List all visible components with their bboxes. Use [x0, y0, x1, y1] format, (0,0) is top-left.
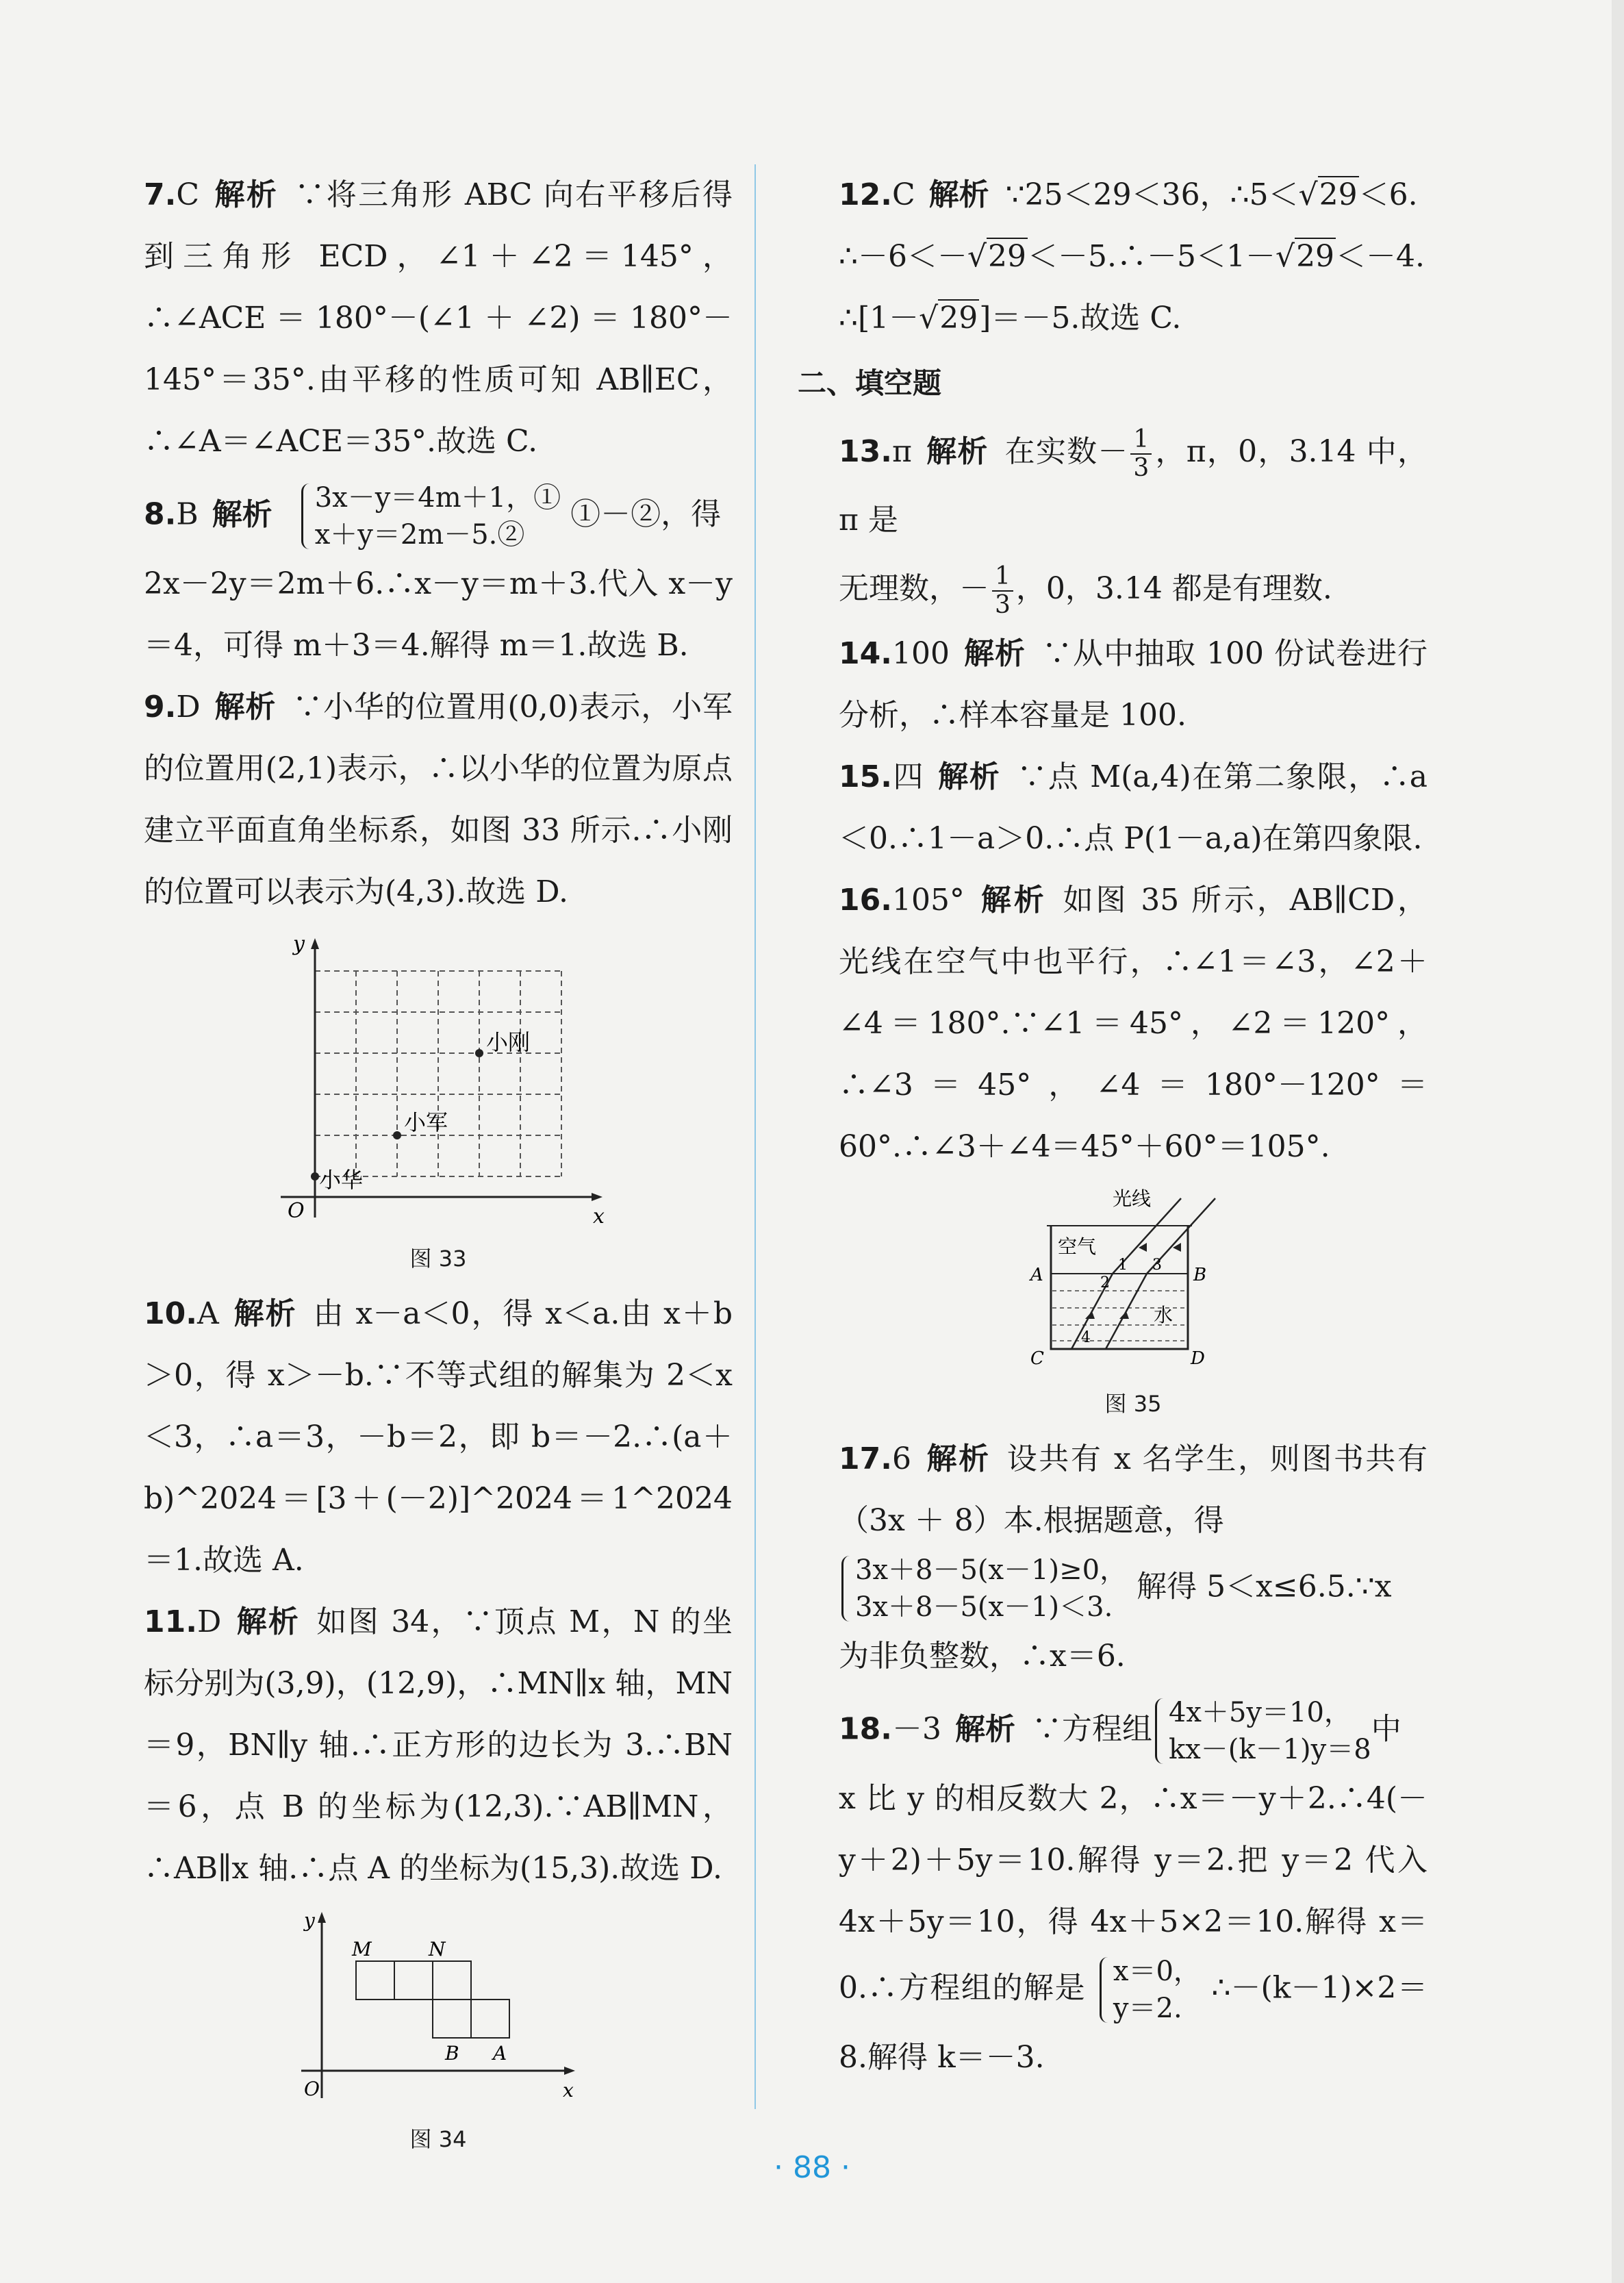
analysis-text: ∴－(k－1)×2＝8.解得 k＝－3. [839, 1970, 1428, 2075]
analysis-label: 解析 [938, 759, 1001, 794]
analysis-text: ∵从中抽取 100 份试卷进行分析，∴样本容量是 100. [839, 636, 1428, 733]
answer-13 [839, 418, 1428, 623]
answer-8 [144, 479, 733, 677]
analysis-text: 无理数，－ [839, 571, 989, 606]
analysis-text: 设共有 x 名学生，则图书共有（3x ＋ 8）本.根据题意，得 [839, 1441, 1428, 1538]
point-b-label: B [445, 2042, 459, 2065]
analysis-label: 解析 [232, 1296, 297, 1331]
equation-line: x＋y＝2m－5.② [314, 519, 525, 551]
figure-35 [1010, 1185, 1256, 1376]
analysis-text: 为非负整数，∴x＝6. [839, 1639, 1126, 1674]
x-label: x [593, 1204, 605, 1228]
analysis-text: 2x－2y＝2m＋6.∴x－y＝m＋3.代入 x－y＝4，可得 m＋3＝4.解得 m＝1.故选 B. [144, 566, 733, 663]
answer-7 [144, 164, 733, 472]
analysis-text: ∵将三角形 ABC 向右平移后得到三角形 ECD，∠1＋∠2＝145°，∴∠ACE＝180°－(∠1＋∠2)＝180°－145°＝35°.由平移的性质可知 AB∥EC，∴∠A＝∠ACE＝35°.故选 C. [144, 177, 733, 459]
answer-choice: D [176, 690, 201, 724]
x-label: x [563, 2079, 574, 2102]
page-number: · 88 · [774, 2150, 850, 2185]
answer-11 [144, 1591, 733, 1900]
analysis-text: 在实数－ [1004, 434, 1128, 469]
label-light: 光线 [1113, 1187, 1152, 1210]
inequality-system [839, 1552, 1127, 1626]
analysis-text: ∵25＜29＜36，∴5＜ [1005, 177, 1299, 212]
section-heading: 二、填空题 [798, 366, 942, 400]
analysis-text: 如图 35 所示，AB∥CD，光线在空气中也平行，∴∠1＝∠3，∠2＋∠4＝180°.∵∠1＝45°，∠2＝120°，∴∠3＝45°，∠4＝180°－120°＝60°.∴∠3＋∠4＝45°＋60°＝105°. [839, 883, 1428, 1164]
label-xiaogang: 小刚 [486, 1029, 531, 1055]
analysis-label: 解析 [928, 177, 989, 212]
angle-2-label: 2 [1100, 1274, 1110, 1291]
analysis-label: 解析 [212, 496, 272, 532]
answer-18 [839, 1694, 1428, 2089]
analysis-text: ，π，0，3.14 中，π 是 [839, 434, 1428, 538]
sqrt-29: 29 [1319, 177, 1358, 212]
angle-4-label: 4 [1081, 1329, 1091, 1346]
denominator: 3 [995, 590, 1011, 619]
y-label: y [304, 1909, 315, 1932]
figure-33 [260, 930, 616, 1231]
analysis-text: ∵小华的位置用(0,0)表示，小军的位置用(2,1)表示，∴以小华的位置为原点建立平面直角坐标系，如图 33 所示.∴小刚的位置可以表示为(4,3).故选 D. [144, 690, 733, 909]
analysis-text: x 比 y 的相反数大 2，∴x＝－y＋2.∴4(－y＋2)＋5y＝10.解得 y＝2.把 y＝2 代入 4x＋5y＝10，得 4x＋5×2＝10.解得 x＝0.∴方程组的解是 [839, 1781, 1428, 2006]
analysis-text: ∴[1－ [839, 301, 919, 336]
analysis-label: 解析 [924, 1441, 991, 1476]
fraction-one-third [1130, 426, 1152, 482]
question-number: 17. [839, 1441, 892, 1476]
question-number: 11. [144, 1604, 197, 1639]
figure-34 [294, 1906, 582, 2112]
analysis-text: 由 x－a＜0，得 x＜a.由 x＋b＞0，得 x＞－b.∵不等式组的解集为 2＜x＜3，∴a＝3，－b＝2，即 b＝－2.∴(a＋b)^2024＝[3＋(－2)]^2024＝1^2024＝1.故选 A. [144, 1296, 733, 1578]
answer-15 [839, 746, 1428, 870]
answer-12: 12.C 解析 ∵25＜29＜36，∴5＜√29＜6. ∴－6＜－√29＜－5.∴－5＜1－√29＜－4. ∴[1－√29]＝－5.故选 C. [839, 177, 1425, 336]
column-divider [754, 164, 756, 2109]
solution-system [1097, 1953, 1201, 2027]
figure-33-caption: 图 33 [409, 1246, 467, 1272]
answer-choice: C [176, 177, 200, 212]
origin-label: O [304, 2078, 320, 2100]
analysis-text: 中 [1371, 1711, 1401, 1747]
answer-10 [144, 1283, 733, 1591]
question-number: 8. [144, 496, 177, 532]
question-number: 13. [839, 434, 892, 469]
numerator: 1 [992, 563, 1013, 592]
label-xiaojun: 小军 [404, 1109, 448, 1135]
answer-9 [144, 677, 733, 923]
answer-choice: π [891, 434, 912, 469]
analysis-label: 解析 [954, 1711, 1015, 1747]
right-column [798, 164, 1428, 2089]
point-m-label: M [352, 1938, 372, 1960]
answer-16 [839, 870, 1428, 1178]
analysis-text: ＜－5.∴－5＜1－ [1028, 239, 1276, 274]
analysis-text: ＜－4. [1336, 239, 1425, 274]
sqrt-29: 29 [988, 239, 1027, 274]
squares [356, 1961, 509, 2038]
question-number: 18. [839, 1711, 892, 1747]
question-number: 14. [839, 636, 892, 671]
equation-line: 4x＋5y＝10， [1168, 1697, 1352, 1728]
angle-3-label: 3 [1152, 1257, 1162, 1274]
analysis-text: ＜6. [1358, 177, 1418, 212]
analysis-label: 解析 [978, 883, 1047, 918]
answer-choice: B [176, 496, 199, 532]
analysis-label: 解析 [925, 434, 989, 469]
angle-1-label: 1 [1118, 1257, 1128, 1274]
point-d-label: D [1191, 1348, 1205, 1369]
question-number: 9. [144, 690, 177, 724]
analysis-text: 解得 5＜x≤6.5.∵x [1137, 1569, 1392, 1604]
analysis-text: ∵点 M(a,4)在第二象限，∴a＜0.∴1－a＞0.∴点 P(1－a,a)在第四象限. [839, 759, 1428, 856]
answer-choice: 105° [891, 883, 965, 918]
solution-line: y＝2. [1113, 1993, 1182, 2024]
origin-label: O [288, 1199, 305, 1223]
answer-choice: 6 [891, 1441, 911, 1476]
grid-lines [315, 971, 561, 1176]
inequality-line: 3x＋8－5(x－1)≥0， [855, 1554, 1128, 1586]
analysis-text: ，0，3.14 都是有理数. [1015, 571, 1332, 606]
point-a-label: A [1030, 1265, 1043, 1285]
question-number: 12. [839, 177, 892, 212]
page-number-value: 88 [793, 2150, 831, 2185]
figure-34-caption: 图 34 [409, 2126, 467, 2152]
answer-14 [839, 623, 1428, 746]
answer-choice: D [196, 1604, 222, 1639]
answer-choice: 100 [891, 636, 950, 671]
question-number: 7. [144, 177, 177, 212]
equation-line: 3x－y＝4m＋1，① [314, 482, 561, 514]
answer-choice: 四 [891, 759, 925, 794]
question-number: 10. [144, 1296, 197, 1331]
x-arrow [592, 1193, 602, 1201]
question-number: 16. [839, 883, 892, 918]
question-number: 15. [839, 759, 892, 794]
analysis-text: 如图 34，∵顶点 M，N 的坐标分别为(3,9)，(12,9)，∴MN∥x 轴，MN＝9，BN∥y 轴.∴正方形的边长为 3.∴BN＝6，点 B 的坐标为(12,3).∵AB∥MN，∴AB∥x 轴.∴点 A 的坐标为(15,3).故选 D. [144, 1604, 733, 1886]
analysis-label: 解析 [963, 636, 1026, 671]
y-arrow [311, 938, 319, 949]
point-b-label: B [1193, 1265, 1207, 1285]
analysis-label: 解析 [213, 177, 279, 212]
page-edge [1612, 0, 1624, 2283]
numerator: 1 [1130, 426, 1152, 455]
sqrt-29: 29 [1296, 239, 1335, 274]
answer-choice: －3 [891, 1711, 941, 1747]
point-xiaogang [475, 1049, 483, 1057]
label-xiaohua: 小华 [319, 1167, 364, 1193]
analysis-text: ∵方程组 [1031, 1711, 1152, 1747]
denominator: 3 [1133, 453, 1150, 482]
point-a-label: A [493, 2042, 507, 2065]
answer-choice: A [196, 1296, 219, 1331]
solution-line: x＝0， [1113, 1956, 1201, 1987]
analysis-text: ①－②，得 [570, 496, 722, 532]
answer-17 [839, 1428, 1428, 1687]
analysis-text: ∴－6＜－ [839, 239, 967, 274]
point-xiaohua [311, 1172, 319, 1181]
equation-system [299, 479, 561, 553]
equation-line: kx－(k－1)y＝8 [1168, 1734, 1371, 1765]
analysis-label: 解析 [214, 690, 277, 724]
y-label: y [293, 932, 305, 956]
fraction-one-third [992, 563, 1013, 619]
point-c-label: C [1030, 1348, 1044, 1369]
point-xiaojun [393, 1131, 401, 1139]
point-n-label: N [429, 1938, 446, 1960]
answer-choice: C [891, 177, 915, 212]
label-water: 水 [1154, 1304, 1173, 1326]
analysis-label: 解析 [235, 1604, 301, 1639]
figure-35-caption: 图 35 [1104, 1391, 1162, 1417]
sqrt-29: 29 [939, 301, 978, 336]
inequality-line: 3x＋8－5(x－1)＜3. [855, 1591, 1113, 1623]
left-column [144, 164, 733, 2160]
equation-system [1152, 1694, 1371, 1768]
label-air: 空气 [1058, 1235, 1097, 1258]
analysis-text: ]＝－5.故选 C. [979, 301, 1182, 336]
